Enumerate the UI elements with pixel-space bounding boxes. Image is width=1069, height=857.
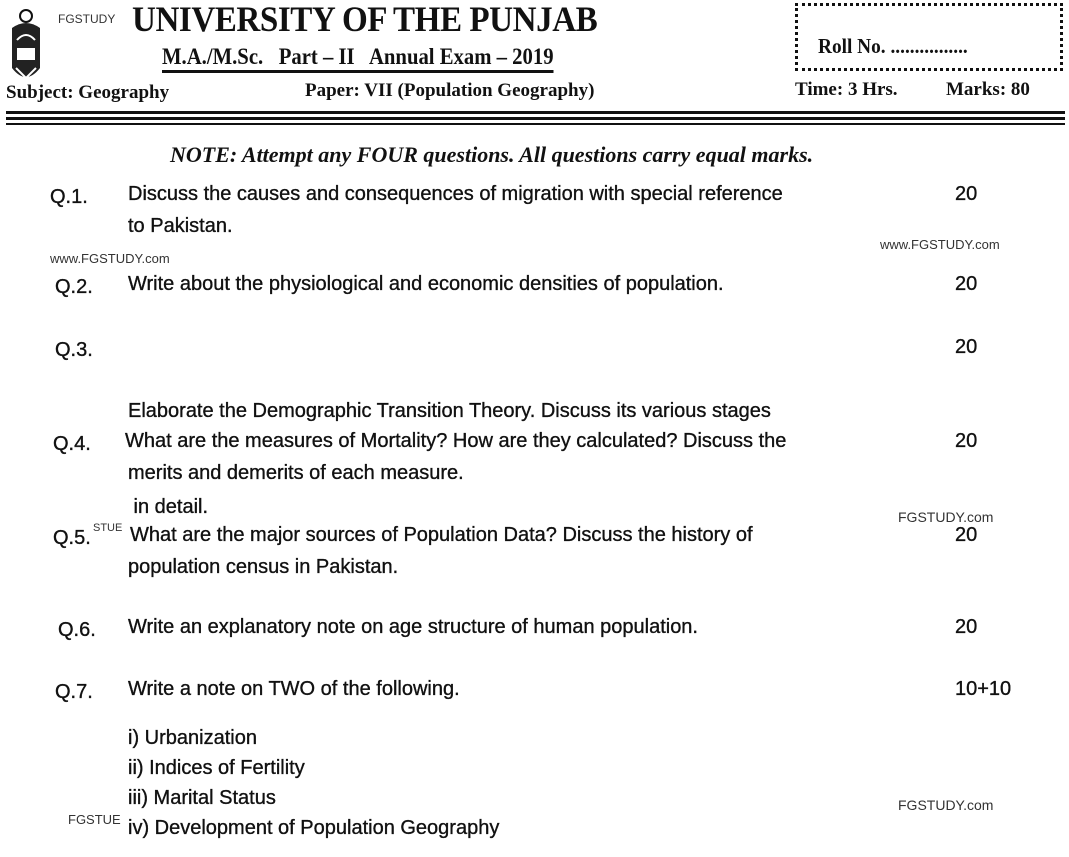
marks-total: Marks: 80 <box>946 79 1030 100</box>
question-text <box>125 425 786 489</box>
sub-item: ii) Indices of Fertility <box>128 757 305 779</box>
question-line: merits and demerits of each measure. <box>128 462 464 484</box>
question-text <box>128 178 783 242</box>
note: NOTE: Attempt any FOUR questions. All questions carry equal marks. <box>170 142 814 167</box>
question-number: Q.6. <box>58 619 96 641</box>
university-title: UNIVERSITY OF THE PUNJAB <box>132 0 598 39</box>
question-marks: 20 <box>955 616 978 638</box>
question-number: Q.1. <box>50 186 88 208</box>
divider <box>6 123 1065 125</box>
question-line: Write an explanatory note on age structure of human population. <box>128 616 698 638</box>
watermark: FGSTUDY.com <box>898 797 994 813</box>
question-marks: 20 <box>955 336 978 358</box>
sub-item: i) Urbanization <box>128 727 257 749</box>
university-logo <box>8 8 44 88</box>
watermark: FGSTUE <box>68 812 121 827</box>
question-line: What are the major sources of Population Data? Discuss the history of <box>130 524 753 546</box>
question-text <box>128 611 698 643</box>
watermark: www.FGSTUDY.com <box>880 237 1000 252</box>
sub-item: iii) Marital Status <box>128 787 276 809</box>
divider <box>6 111 1065 114</box>
question-line: Write about the physiological and economic densities of population. <box>128 273 724 295</box>
question-marks: 20 <box>955 524 978 546</box>
exam-line: M.A./M.Sc. Part – II Annual Exam – 2019 <box>162 44 554 73</box>
roll-no-label: Roll No. ................ <box>818 34 968 58</box>
question-number: Q.2. <box>55 276 93 298</box>
question-marks: 10+10 <box>955 678 1012 700</box>
question-marks: 20 <box>955 273 978 295</box>
subject: Subject: Geography <box>6 82 170 103</box>
paper: Paper: VII (Population Geography) <box>305 80 595 101</box>
question-text <box>128 268 724 300</box>
question-line: Discuss the causes and consequences of migration with special reference <box>128 183 783 205</box>
sub-item: iv) Development of Population Geography <box>128 817 500 839</box>
question-number: Q.5. <box>53 527 91 549</box>
question-line: Write a note on TWO of the following. <box>128 678 460 700</box>
question-text <box>130 519 753 583</box>
question-text <box>128 673 460 705</box>
question-line: What are the measures of Mortality? How are they calculated? Discuss the <box>125 430 787 452</box>
watermark: FGSTUDY.com <box>898 509 994 525</box>
question-line: to Pakistan. <box>128 215 233 237</box>
watermark: www.FGSTUDY.com <box>50 251 170 266</box>
time: Time: 3 Hrs. <box>795 79 898 100</box>
question-line: Elaborate the Demographic Transition Theory. Discuss its various stages <box>128 400 771 422</box>
roll-no-box <box>795 3 1063 71</box>
question-marks: 20 <box>955 430 978 452</box>
sub-items <box>128 723 499 843</box>
question-number: Q.4. <box>53 433 91 455</box>
watermark: STUE <box>93 522 123 534</box>
question-marks: 20 <box>955 183 978 205</box>
watermark: FGSTUDY <box>58 12 116 26</box>
question-number: Q.7. <box>55 681 93 703</box>
question-number: Q.3. <box>55 339 93 361</box>
question-line: in detail. <box>128 496 209 518</box>
divider <box>6 117 1065 120</box>
question-line: population census in Pakistan. <box>128 556 399 578</box>
